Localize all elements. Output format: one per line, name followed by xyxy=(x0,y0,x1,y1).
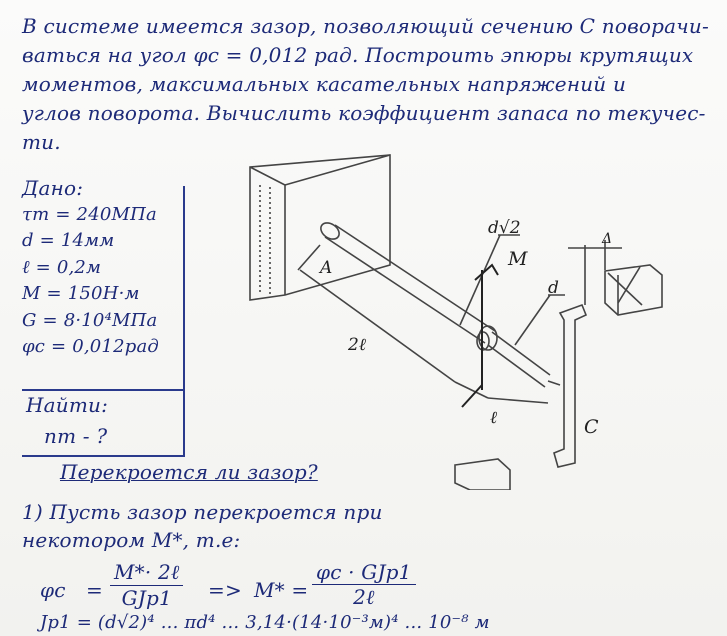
given-item: M = 150Н·м xyxy=(22,283,140,304)
given-item: τт = 240МПа xyxy=(22,203,157,225)
find-title: Найти: xyxy=(26,393,109,417)
step-line: 1) Пусть зазор перекроется при xyxy=(22,500,383,524)
find-item: nт - ? xyxy=(44,424,108,448)
lever-c xyxy=(554,305,586,467)
fraction-1-denominator: GJр1 xyxy=(121,586,172,610)
fraction-1-numerator: M*· 2ℓ xyxy=(110,560,183,586)
label-2l: 2ℓ xyxy=(348,335,366,355)
problem-statement xyxy=(22,12,712,157)
given-divider-vertical xyxy=(183,186,185,456)
label-delta: Δ xyxy=(602,231,613,247)
fraction-1 xyxy=(110,560,183,610)
label-m: M xyxy=(508,248,528,270)
formula-row xyxy=(40,560,560,620)
problem-line: ваться на угол φс = 0,012 рад. Построить эпюры крутящих xyxy=(22,43,694,67)
problem-line: углов поворота. Вычислить коэффициент запаса по текучес- xyxy=(22,101,706,125)
stop-block-right xyxy=(605,265,662,315)
stop-block-lower xyxy=(455,459,510,490)
phi-c-symbol: φc xyxy=(40,578,66,602)
label-l: ℓ xyxy=(490,408,498,428)
step-line: некотором M*, т.е: xyxy=(22,528,241,552)
fraction-2-denominator: 2ℓ xyxy=(353,585,375,609)
given-title: Дано: xyxy=(22,176,84,200)
mstar-label: M* = xyxy=(254,578,309,602)
given-divider-horizontal xyxy=(22,389,185,391)
find-divider xyxy=(22,455,185,457)
label-dsqrt2: d√2 xyxy=(488,218,521,238)
fraction-2-numerator: φc · GJр1 xyxy=(312,560,416,585)
bottom-partial-formula: Jр1 = (d√2)⁴ ... πd⁴ ... 3,14·(14·10⁻³м)⁴ ... 10⁻⁸ м xyxy=(40,612,490,633)
problem-line: моментов, максимальных касательных напряжений и xyxy=(22,72,627,96)
given-item: d = 14мм xyxy=(22,230,115,251)
label-c: C xyxy=(584,416,599,438)
given-item: φс = 0,012рад xyxy=(22,336,160,357)
shaft-thick xyxy=(325,225,495,343)
shaft-diagram xyxy=(230,145,700,490)
equals-sign: = xyxy=(86,578,103,602)
label-d: d xyxy=(548,278,559,298)
given-item: ℓ = 0,2м xyxy=(22,256,102,278)
implies-arrow: => xyxy=(208,578,242,602)
solution-step-1 xyxy=(22,498,383,554)
label-a: A xyxy=(320,258,333,278)
given-item: G = 8·10⁴МПа xyxy=(22,309,158,331)
fraction-2 xyxy=(312,560,416,610)
wall-front xyxy=(250,155,390,300)
wall-edge xyxy=(250,167,285,295)
given-block xyxy=(22,175,192,361)
problem-line: ти. xyxy=(22,130,61,154)
problem-line: В системе имеется зазор, позволяющий сечению С поворачи- xyxy=(22,14,709,38)
question-heading: Перекроется ли зазор? xyxy=(60,460,318,484)
